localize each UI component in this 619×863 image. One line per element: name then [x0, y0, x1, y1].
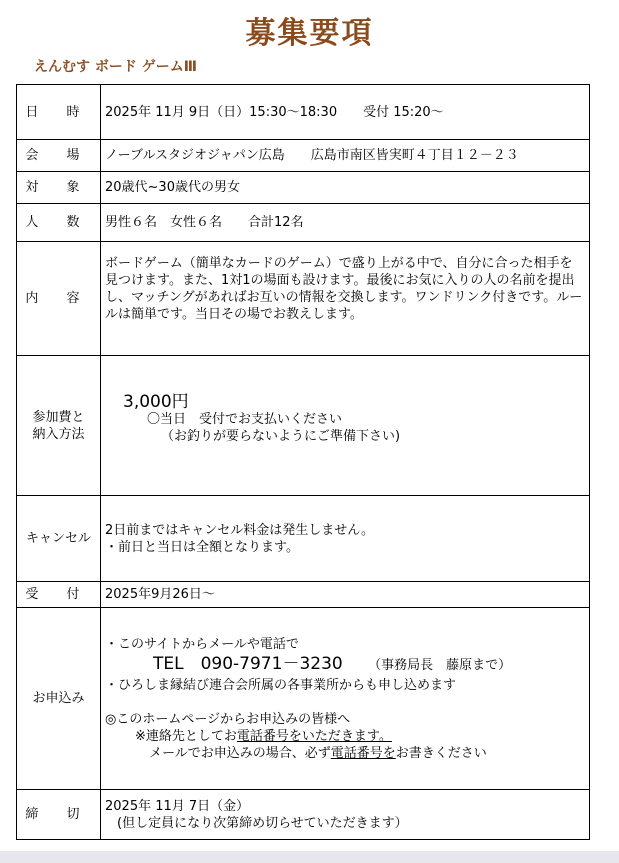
label-target: 対 象 [17, 172, 101, 204]
value-datetime: 2025年 11月 9日（日）15:30〜18:30 受付 15:20〜 [101, 85, 590, 140]
value-apply [101, 608, 590, 790]
apply-tel-note: （事務局長 藤原まで） [368, 657, 512, 673]
label-reception: 受 付 [17, 582, 101, 608]
label-apply: お申込み [17, 608, 101, 790]
row-apply [17, 608, 590, 790]
fee-line1: 〇当日 受付でお支払いください [147, 412, 343, 427]
apply-line6-underlined: 電話番号を [330, 745, 396, 761]
label-count: 人 数 [17, 204, 101, 242]
apply-tel: TEL 090-7971－3230 [153, 653, 343, 674]
apply-line6-pre: メールでお申込みの場合、必ず [149, 745, 331, 761]
cancel-line2: ・前日と当日は全額となります。 [105, 539, 299, 555]
apply-line6-post: お書きください [395, 745, 487, 761]
apply-tel-line [105, 653, 585, 677]
label-deadline: 締 切 [17, 790, 101, 840]
apply-line5 [105, 728, 585, 745]
bottom-scroll-bar [0, 851, 619, 863]
row-content [17, 242, 590, 356]
fee-line2: （お釣りが要らないようにご準備下さい) [161, 429, 401, 444]
page-title: 募集要項 [245, 16, 374, 51]
label-content: 内 容 [17, 242, 101, 356]
value-reception: 2025年9月26日〜 [101, 582, 590, 608]
apply-line5-underlined: 電話番号をいただきます。 [236, 728, 392, 744]
value-deadline [101, 790, 590, 840]
info-table [16, 84, 590, 840]
label-fee [17, 356, 101, 496]
row-target [17, 172, 590, 204]
deadline-line2: (但し定員になり次第締め切らせていただきます） [117, 815, 408, 831]
row-cancel [17, 496, 590, 582]
value-content: ボードゲーム（簡単なカードのゲーム）で盛り上がる中で、自分に合った相手を見つけます。また、1対1の場面も設けます。最後にお気に入りの人の名前を提出し、マッチングがあればお互いの情報を交換します。ワンドリンク付きです。ルールは簡単です。当日その場でお教えします。 [101, 242, 590, 356]
value-venue: ノーブルスタジオジャパン広島 広島市南区皆実町４丁目１２－２３ [101, 140, 590, 172]
row-deadline [17, 790, 590, 840]
label-venue: 会 場 [17, 140, 101, 172]
apply-line5-pre: ※連絡先としてお [135, 728, 237, 744]
label-fee-line1: 参加費と [32, 409, 85, 425]
row-count [17, 204, 590, 242]
row-reception [17, 582, 590, 608]
value-cancel [101, 496, 590, 582]
event-subtitle: えんむす ボード ゲームⅢ [34, 59, 197, 75]
apply-line6 [105, 745, 585, 762]
deadline-line1: 2025年 11月 7日（金） [105, 798, 250, 814]
value-count: 男性６名 女性６名 合計12名 [101, 204, 590, 242]
fee-amount: 3,000円 [123, 392, 189, 412]
cancel-line1: 2日前まではキャンセル料金は発生しません。 [105, 522, 375, 538]
label-datetime: 日 時 [17, 85, 101, 140]
value-fee [101, 356, 590, 496]
apply-line1: ・このサイトからメールや電話で [105, 636, 299, 652]
row-datetime [17, 85, 590, 140]
label-fee-line2: 納入方法 [32, 426, 85, 442]
value-target: 20歳代~30歳代の男女 [101, 172, 590, 204]
row-fee [17, 356, 590, 496]
apply-line4: ◎このホームページからお申込みの皆様へ [105, 711, 351, 727]
apply-line3: ・ひろしま縁結び連合会所属の各事業所からも申し込めます [105, 677, 457, 693]
row-venue [17, 140, 590, 172]
label-cancel: キャンセル [17, 496, 101, 582]
